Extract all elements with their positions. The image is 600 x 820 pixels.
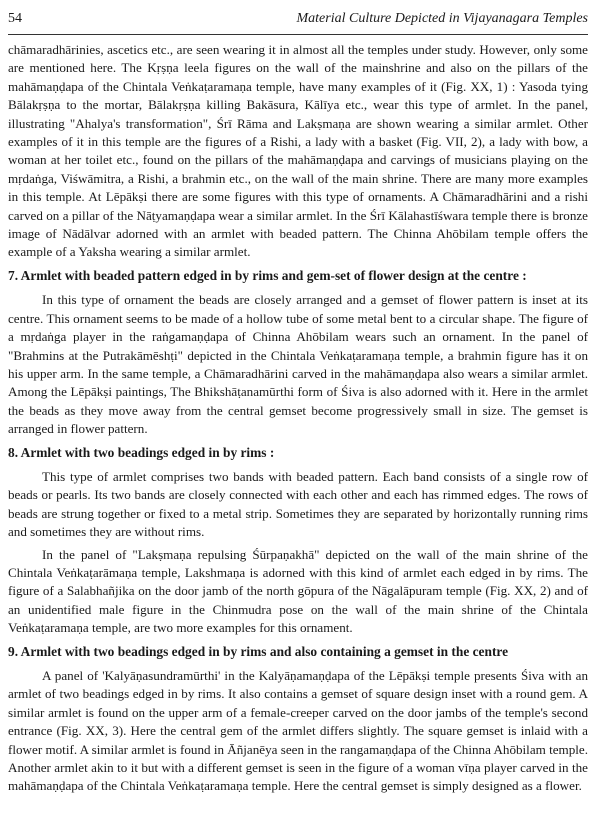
page-number: 54 [8,11,22,26]
section-heading-7: 7. Armlet with beaded pattern edged in by rims and gem-set of flower design at the centre : [8,267,527,283]
section-heading-8: 8. Armlet with two beadings edged in by rims : [8,444,275,460]
header-rule [8,34,588,35]
paragraph-section-7: In this type of ornament the beads are closely arranged and a gemset of flower pattern is inset at its centre. This ornament seems to be made of a hollow tube of some metal bent to a circular shape. The figure of a mṛdaṅga player in the raṅgamaṇḍapa of Chinna Ahōbilam wears such an ornament. In the panel of "Brahmins at the Putrakāmēshṭi" depicted in the Chintala Veṅkaṭaramaṇa temple, a brahmin figure has it on his upper arm. In the same temple, a Chāmaradhārini carved in the mahāmaṇḍapa also wears a similar armlet. Among the Lēpākṣi paintings, The Bhikshāṭanamūrthi form of Śiva is also adorned with it. Here in the armlet the beads as they move away from the central gemset become progressively small in size. The gemset is arranged in flower pattern. [8,292,588,437]
page-header [8,10,588,32]
paragraph-section-9: A panel of 'Kalyāṇasundramūrthi' in the Kalyāṇamaṇḍapa of the Lēpākṣi temple presents Śiva with an armlet of two beadings edged in by rims. It also contains a gemset of square design inset with a round gem. A similar armlet is found on the upper arm of a female-creeper carved on the door jambs of the temple's second entrance (Fig. XX, 3). Here the central gem of the armlet differs slightly. The square gemset is inlaid with a flower motif. A similar armlet is found in Āñjanēya seen in the rangamaṇḍapa of the Chinna Ahōbilam temple. Another armlet akin to it but with a different gemset is seen in the figure of a woman vīṇa player carved in the mahāmaṇḍapa of the Chintala Veṅkaṭaramaṇa temple. Here the central gemset is simply designed as a flower. [8,668,588,794]
paragraph-section-8a: This type of armlet comprises two bands with beaded pattern. Each band consists of a single row of beads or pearls. Its two bands are closely connected with each other and each has rimmed edges. The rows of beads are strung together or fixed to a metal strip. Sometimes they are separated by horizontally running rims and sometimes they are without rims. [8,468,588,540]
section-heading-9: 9. Armlet with two beadings edged in by rims and also containing a gemset in the centre [8,643,509,659]
paragraph-section-8b: In the panel of "Lakṣmaṇa repulsing Śūrpaṇakhā" depicted on the wall of the main shrine of the Chintala Veṅkaṭarāmaṇa temple, Lakshmaṇa is adorned with this kind of armlet each edged in by rims. The figure of a Salabhañjika on the door jamb of the north gōpura of the Nāgalāpuram temple (Fig. XX, 2) and of an unidentified male figure in the Chinmudra pose on the wall of the main shrine of the Chintala Veṅkaṭaramaṇa temple, are two more examples for this ornament. [8,546,588,636]
running-title: Material Culture Depicted in Vijayanagara Temples [296,11,588,26]
paragraph-continued: chāmaradhārinies, ascetics etc., are seen wearing it in almost all the temples under study. However, only some are mentioned here. The Kṛṣṇa leela figures on the wall of the mainshrine and also on the pillars of the mahāmaṇḍapa of the Chintala Veṅkaṭaramaṇa temple, have many examples of it (Fig. XX, 1) : Yasoda tying Bālakṛṣṇa to the mortar, Bālakṛṣṇa killing Bakāsura, Kālīya etc., wear this type of armlet. In the panel, illustrating "Ahalya's transformation", Śrī Rāma and Lakṣmaṇa are shown wearing a similar armlet. Other examples of it in this temple are the figures of a Rishi, a lady with a basket (Fig. VII, 2), a lady with bow, a woman at her toilet etc., found on the pillars of the mahāmaṇḍapa and carvings of musicians playing on the mṛdaṅga, Viśwāmitra, a Rishi, a brahmin etc., on the wall of the main shrine. There are many more examples in this temple. At Lēpākṣi there are some figures with this type of ornaments. A Chāmaradhārini and a rishi carved on a pillar of the Nāṭyamaṇḍapa wear a similar armlet. In the Śrī Kālahastīśwara temple there is bronze image of Nādālvar adorned with an armlet with beaded pattern. The Chinna Ahōbilam temple offers the example of a Yaksha wearing a similar armlet. [8,42,588,260]
